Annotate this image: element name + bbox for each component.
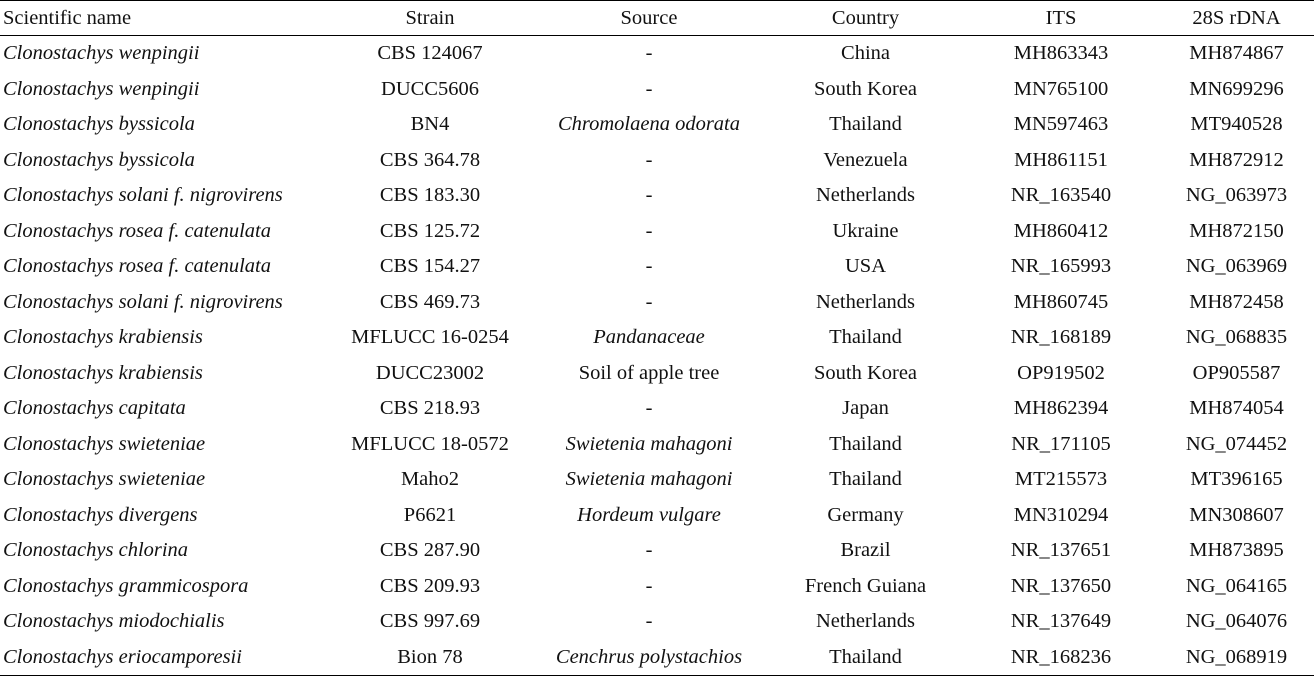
header-source: Source [620,6,678,29]
source-cell: - [645,219,653,242]
source-cell: - [645,290,653,313]
source-cell: Soil of apple tree [578,361,720,384]
its-accession-cell: MN765100 [1013,77,1109,100]
country-cell: Thailand [829,113,902,136]
lsu-accession-cell: MH874054 [1189,397,1284,420]
table-row [0,249,1314,285]
country-cell: Germany [827,503,904,526]
table-row [0,533,1314,569]
strain-cell: CBS 997.69 [379,610,481,633]
its-accession-cell: NR_165993 [1010,255,1112,278]
table-row [0,320,1314,356]
header-28s-rdna: 28S rDNA [1192,6,1281,29]
strain-cell: DUCC23002 [375,361,485,384]
strain-cell: CBS 125.72 [379,219,481,242]
table-row [0,178,1314,214]
its-accession-cell: MH862394 [1013,397,1109,420]
scientific-name-cell: Clonostachys swieteniae [3,468,206,491]
source-cell: - [645,539,653,562]
country-cell: French Guiana [804,574,927,597]
country-cell: Brazil [840,539,891,562]
its-accession-cell: MH861151 [1014,148,1108,171]
source-cell: Chromolaena odorata [557,113,741,136]
strain-cell: CBS 287.90 [379,539,481,562]
header-strain: Strain [405,6,455,29]
its-accession-cell: NR_137649 [1010,610,1112,633]
its-accession-cell: NR_163540 [1010,184,1112,207]
scientific-name-cell: Clonostachys wenpingii [3,42,200,65]
lsu-accession-cell: MT940528 [1190,113,1283,136]
lsu-accession-cell: NG_063973 [1185,184,1288,207]
source-cell: Pandanaceae [593,326,705,349]
scientific-name-cell: Clonostachys eriocamporesii [3,645,242,668]
country-cell: Netherlands [815,184,916,207]
country-cell: Thailand [829,326,902,349]
table-row [0,356,1314,392]
country-cell: Ukraine [832,219,899,242]
table-row [0,107,1314,143]
strain-cell: Bion 78 [397,645,463,668]
scientific-name-cell: Clonostachys rosea f. catenulata [3,219,271,242]
its-accession-cell: OP919502 [1017,361,1105,384]
header-country: Country [831,6,900,29]
strain-cell: P6621 [403,503,457,526]
strain-cell: Maho2 [400,468,460,491]
its-accession-cell: MN597463 [1013,113,1109,136]
strain-cell: MFLUCC 18-0572 [351,432,509,455]
scientific-name-cell: Clonostachys swieteniae [3,432,206,455]
scientific-name-cell: Clonostachys grammicospora [3,574,249,597]
lsu-accession-cell: NG_064165 [1185,574,1288,597]
lsu-accession-cell: OP905587 [1192,361,1281,384]
header-its: ITS [1045,6,1077,29]
strain-cell: CBS 154.27 [379,255,481,278]
country-cell: China [841,42,890,65]
source-cell: - [645,397,653,420]
scientific-name-cell: Clonostachys divergens [3,503,198,526]
strain-cell: CBS 183.30 [379,184,481,207]
its-accession-cell: NR_168189 [1010,326,1112,349]
country-cell: Venezuela [823,148,908,171]
scientific-name-cell: Clonostachys capitata [3,397,186,420]
table-row [0,143,1314,179]
strain-cell: DUCC5606 [381,77,479,100]
country-cell: Thailand [829,432,902,455]
lsu-accession-cell: MH872458 [1189,290,1284,313]
source-cell: Hordeum vulgare [577,503,721,526]
its-accession-cell: MH863343 [1013,42,1109,65]
source-cell: - [645,42,653,65]
table-row [0,462,1314,498]
country-cell: South Korea [813,77,918,100]
lsu-accession-cell: NG_064076 [1185,610,1288,633]
scientific-name-cell: Clonostachys solani f. nigrovirens [3,290,283,313]
table-row [0,72,1314,108]
strain-cell: CBS 364.78 [379,148,481,171]
lsu-accession-cell: MH873895 [1189,539,1284,562]
table-row [0,391,1314,427]
table-row [0,214,1314,250]
lsu-accession-cell: MH874867 [1189,42,1284,65]
table-row [0,285,1314,321]
strain-cell: CBS 209.93 [379,574,481,597]
table-row [0,569,1314,605]
scientific-name-cell: Clonostachys rosea f. catenulata [3,255,271,278]
scientific-name-cell: Clonostachys krabiensis [3,361,203,384]
source-cell: - [645,610,653,633]
strain-cell: CBS 469.73 [379,290,481,313]
table-row [0,498,1314,534]
scientific-name-cell: Clonostachys chlorina [3,539,189,562]
lsu-accession-cell: NG_068919 [1185,645,1288,668]
table-row [0,640,1314,676]
source-cell: - [645,255,653,278]
lsu-accession-cell: MN699296 [1189,77,1284,100]
lsu-accession-cell: MH872150 [1189,219,1284,242]
scientific-name-cell: Clonostachys krabiensis [3,326,203,349]
scientific-name-cell: Clonostachys solani f. nigrovirens [3,184,283,207]
lsu-accession-cell: MT396165 [1190,468,1283,491]
scientific-name-cell: Clonostachys byssicola [3,113,195,136]
country-cell: USA [844,255,886,278]
its-accession-cell: MH860412 [1013,219,1109,242]
country-cell: Thailand [829,645,902,668]
its-accession-cell: MT215573 [1014,468,1108,491]
table-row [0,427,1314,463]
source-cell: - [645,184,653,207]
strain-cell: MFLUCC 16-0254 [351,326,509,349]
table-row [0,36,1314,72]
its-accession-cell: MN310294 [1013,503,1109,526]
source-cell: Swietenia mahagoni [565,468,733,491]
source-cell: - [645,148,653,171]
its-accession-cell: NR_137650 [1010,574,1112,597]
country-cell: Netherlands [815,610,916,633]
lsu-accession-cell: MN308607 [1189,503,1284,526]
country-cell: Netherlands [815,290,916,313]
strain-cell: CBS 124067 [377,42,483,65]
table-body [0,36,1314,676]
strain-cell: BN4 [410,113,450,136]
lsu-accession-cell: MH872912 [1189,148,1284,171]
source-cell: - [645,574,653,597]
its-accession-cell: NR_168236 [1010,645,1112,668]
source-cell: Cenchrus polystachios [555,645,743,668]
strain-cell: CBS 218.93 [379,397,481,420]
table-header [0,1,1314,36]
its-accession-cell: MH860745 [1013,290,1109,313]
header-row [0,1,1314,36]
scientific-name-cell: Clonostachys miodochialis [3,610,225,633]
scientific-name-cell: Clonostachys byssicola [3,148,195,171]
lsu-accession-cell: NG_068835 [1185,326,1288,349]
its-accession-cell: NR_137651 [1010,539,1112,562]
country-cell: South Korea [813,361,918,384]
country-cell: Thailand [829,468,902,491]
table-row [0,604,1314,640]
country-cell: Japan [842,397,889,420]
lsu-accession-cell: NG_063969 [1185,255,1288,278]
its-accession-cell: NR_171105 [1011,432,1111,455]
source-cell: Swietenia mahagoni [565,432,733,455]
source-cell: - [645,77,653,100]
lsu-accession-cell: NG_074452 [1185,432,1288,455]
header-scientific-name: Scientific name [3,6,132,29]
scientific-name-cell: Clonostachys wenpingii [3,77,200,100]
